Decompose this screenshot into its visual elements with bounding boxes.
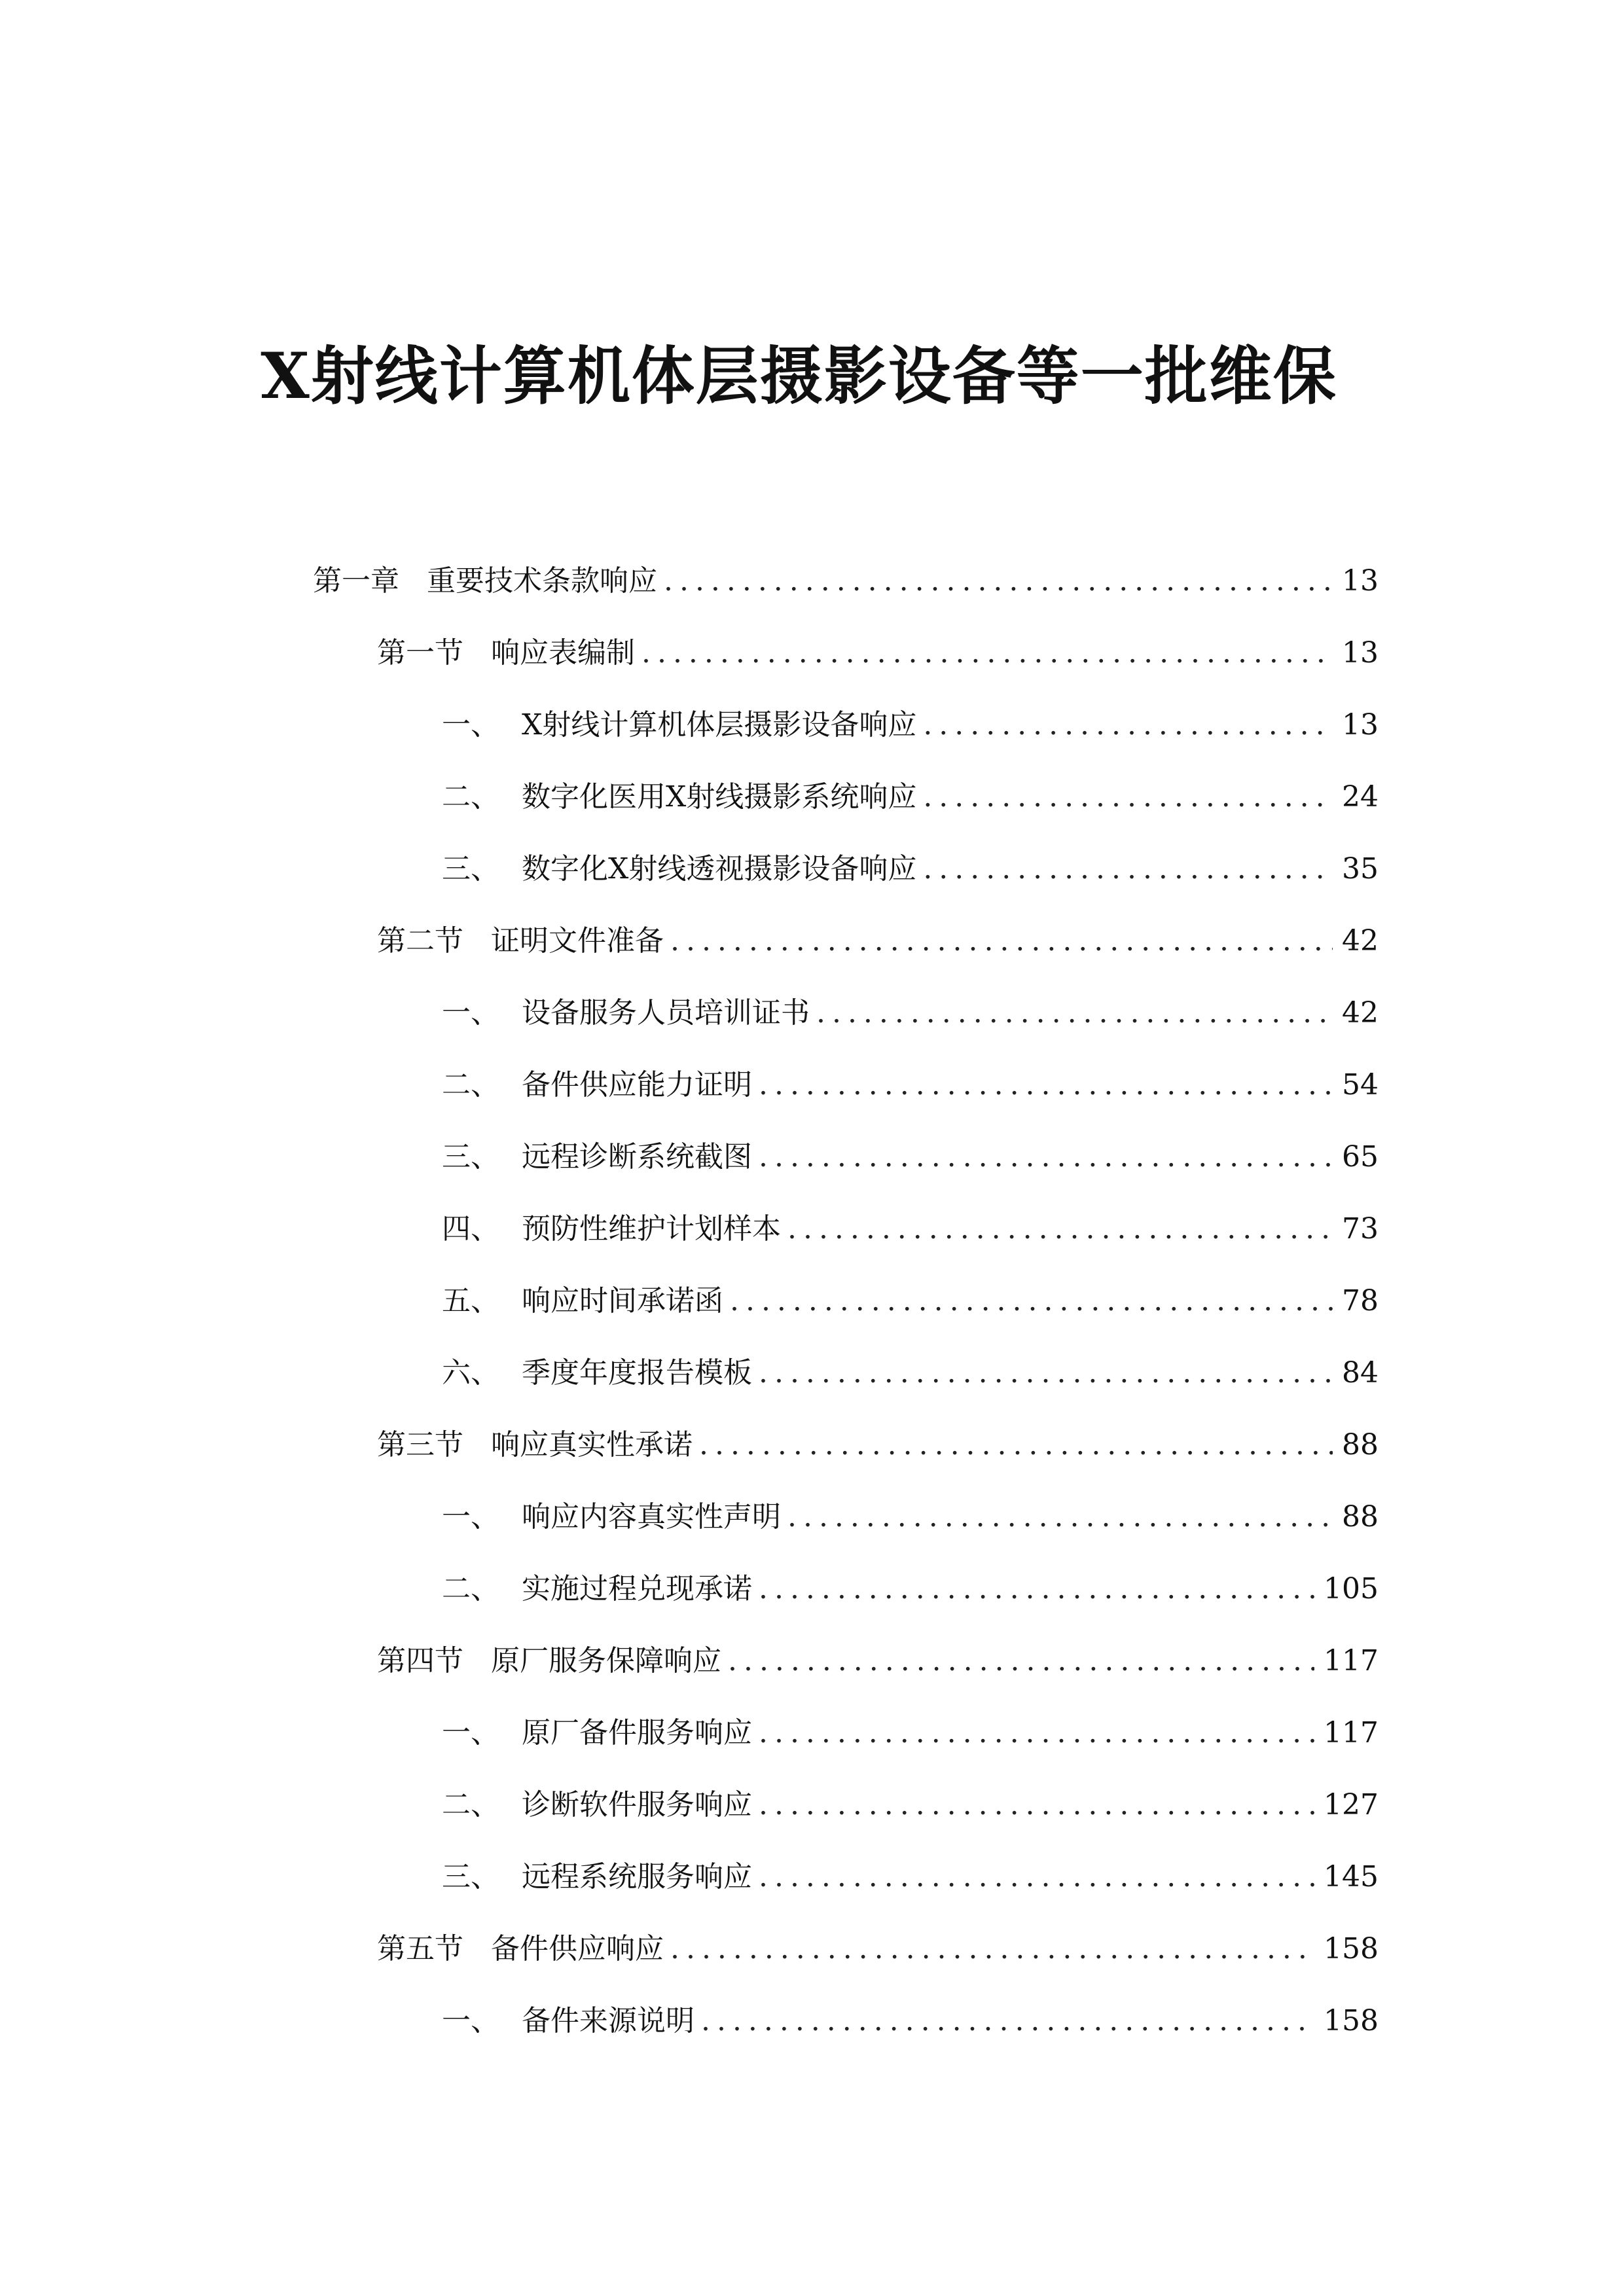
toc-entry-title: 原厂备件服务响应	[522, 1716, 752, 1749]
toc-entry-title: 备件来源说明	[522, 2004, 695, 2037]
toc-dot-leader	[923, 774, 1333, 820]
toc-entry-title: 证明文件准备	[491, 924, 664, 958]
toc-entry-number: 一、	[442, 1500, 499, 1534]
toc-entry-page: 158	[1324, 2004, 1379, 2037]
toc-dot-leader	[699, 1422, 1333, 1468]
toc-entry-number: 六、	[442, 1356, 499, 1390]
toc-entry-page: 88	[1342, 1428, 1379, 1462]
toc-entry[interactable]	[442, 990, 1379, 1036]
toc-entry-title: 季度年度报告模板	[522, 1356, 752, 1390]
toc-entry-title: 响应时间承诺函	[522, 1284, 723, 1318]
toc-entry-number: 第三节	[377, 1428, 463, 1462]
toc-entry-number: 三、	[442, 1140, 499, 1174]
toc-entry-page: 88	[1342, 1500, 1379, 1534]
toc-entry-page: 78	[1342, 1284, 1379, 1318]
toc-entry[interactable]	[377, 1422, 1379, 1468]
toc-entry[interactable]	[377, 630, 1379, 676]
toc-entry[interactable]	[442, 1134, 1379, 1180]
toc-entry-number: 第二节	[377, 924, 463, 958]
toc-dot-leader	[730, 1278, 1333, 1324]
toc-entry-number: 第一节	[377, 636, 463, 670]
toc-dot-leader	[670, 918, 1333, 964]
toc-entry-title: 数字化医用X射线摄影系统响应	[522, 780, 917, 814]
toc-entry-number: 二、	[442, 780, 499, 814]
toc-entry-page: 24	[1342, 780, 1379, 814]
toc-dot-leader	[728, 1638, 1314, 1684]
toc-entry[interactable]	[442, 1782, 1379, 1828]
toc-entry[interactable]	[442, 1350, 1379, 1396]
toc-dot-leader	[759, 1134, 1333, 1180]
toc-entry[interactable]	[377, 1926, 1379, 1972]
toc-entry[interactable]	[442, 1854, 1379, 1900]
toc-dot-leader	[670, 1926, 1314, 1972]
toc-entry-page: 84	[1342, 1356, 1379, 1390]
toc-entry-number: 第四节	[377, 1644, 463, 1677]
toc-entry-number: 一、	[442, 1716, 499, 1749]
toc-entry-page: 13	[1342, 636, 1379, 670]
toc-entry[interactable]	[442, 1710, 1379, 1756]
toc-entry[interactable]	[442, 702, 1379, 748]
toc-entry-number: 四、	[442, 1212, 499, 1246]
toc-entry-title: 备件供应能力证明	[522, 1068, 752, 1102]
toc-entry-page: 145	[1324, 1860, 1379, 1893]
toc-dot-leader	[787, 1206, 1333, 1252]
toc-dot-leader	[759, 1854, 1314, 1900]
toc-entry-number: 三、	[442, 852, 499, 886]
toc-entry[interactable]	[442, 1998, 1379, 2044]
toc-entry-page: 117	[1324, 1716, 1379, 1749]
toc-entry-page: 13	[1342, 708, 1379, 742]
toc-entry[interactable]	[377, 1638, 1379, 1684]
toc-entry[interactable]	[442, 1278, 1379, 1324]
toc-entry-number: 一、	[442, 708, 499, 742]
toc-entry[interactable]	[442, 1494, 1379, 1540]
toc-entry[interactable]	[377, 918, 1379, 964]
toc-entry-title: 备件供应响应	[491, 1932, 664, 1965]
toc-entry-number: 五、	[442, 1284, 499, 1318]
toc-dot-leader	[759, 1566, 1314, 1612]
toc-entry-title: 远程诊断系统截图	[522, 1140, 752, 1174]
toc-dot-leader	[759, 1350, 1333, 1396]
toc-entry-page: 42	[1342, 924, 1379, 958]
toc-dot-leader	[816, 990, 1333, 1036]
toc-entry-number: 一、	[442, 996, 499, 1030]
document-title: X射线计算机体层摄影设备等一批维保	[261, 339, 1337, 413]
toc-entry-number: 二、	[442, 1788, 499, 1821]
toc-dot-leader	[641, 630, 1333, 676]
toc-entry-page: 158	[1324, 1932, 1379, 1965]
toc-entry-number: 二、	[442, 1068, 499, 1102]
toc-entry-title: 诊断软件服务响应	[522, 1788, 752, 1821]
toc-entry[interactable]	[442, 1206, 1379, 1252]
toc-entry-number: 二、	[442, 1572, 499, 1605]
toc-entry-number: 第一章	[313, 564, 399, 598]
toc-dot-leader	[923, 846, 1333, 892]
toc-entry[interactable]	[442, 1566, 1379, 1612]
toc-entry-title: X射线计算机体层摄影设备响应	[522, 708, 917, 742]
toc-entry-page: 35	[1342, 852, 1379, 886]
toc-dot-leader	[759, 1062, 1333, 1108]
toc-entry-page: 73	[1342, 1212, 1379, 1246]
toc-dot-leader	[787, 1494, 1333, 1540]
toc-dot-leader	[664, 558, 1333, 604]
toc-entry-title: 重要技术条款响应	[427, 564, 657, 598]
toc-entry-page: 13	[1342, 564, 1379, 598]
toc-entry-title: 响应内容真实性声明	[522, 1500, 781, 1534]
toc-entry-page: 117	[1324, 1644, 1379, 1677]
toc-entry-number: 第五节	[377, 1932, 463, 1965]
toc-entry-title: 预防性维护计划样本	[522, 1212, 781, 1246]
toc-entry-page: 42	[1342, 996, 1379, 1030]
toc-entry-page: 54	[1342, 1068, 1379, 1102]
toc-entry[interactable]	[442, 774, 1379, 820]
toc-entry-title: 响应真实性承诺	[491, 1428, 693, 1462]
toc-entry-title: 原厂服务保障响应	[491, 1644, 721, 1677]
toc-entry-title: 设备服务人员培训证书	[522, 996, 810, 1030]
toc-dot-leader	[759, 1782, 1314, 1828]
toc-entry[interactable]	[442, 846, 1379, 892]
toc-entry-title: 响应表编制	[491, 636, 635, 670]
toc-entry-page: 105	[1324, 1572, 1379, 1605]
toc-entry[interactable]	[313, 558, 1379, 604]
toc-entry-number: 三、	[442, 1860, 499, 1893]
toc-entry[interactable]	[442, 1062, 1379, 1108]
toc-dot-leader	[759, 1710, 1314, 1756]
toc-dot-leader	[701, 1998, 1314, 2044]
toc-entry-title: 实施过程兑现承诺	[522, 1572, 752, 1605]
toc-entry-title: 数字化X射线透视摄影设备响应	[522, 852, 917, 886]
toc-entry-number: 一、	[442, 2004, 499, 2037]
toc-entry-title: 远程系统服务响应	[522, 1860, 752, 1893]
toc-entry-page: 127	[1324, 1788, 1379, 1821]
toc-dot-leader	[923, 702, 1333, 748]
toc-entry-page: 65	[1342, 1140, 1379, 1174]
